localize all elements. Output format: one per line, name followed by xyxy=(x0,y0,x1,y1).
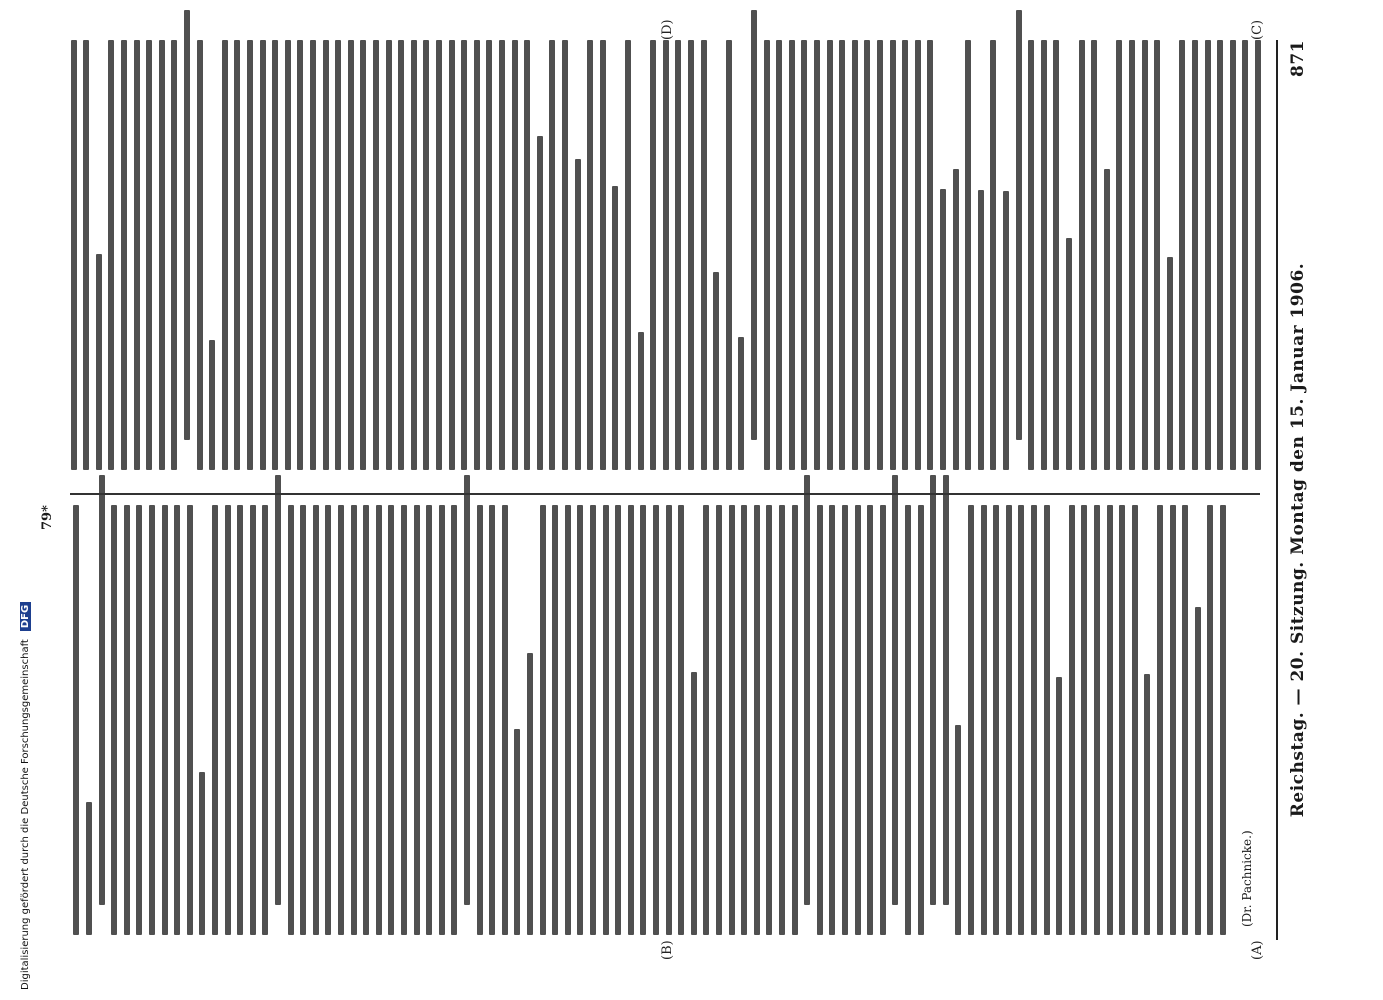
text-line xyxy=(338,505,344,935)
text-line xyxy=(1107,505,1113,935)
text-line xyxy=(678,505,684,935)
text-line xyxy=(577,505,583,935)
text-line xyxy=(464,475,470,905)
text-line xyxy=(927,40,933,470)
text-column-left xyxy=(70,505,1260,935)
text-line xyxy=(1167,257,1173,470)
text-line xyxy=(1044,505,1050,935)
text-line xyxy=(499,40,505,470)
text-line xyxy=(187,505,193,935)
text-line xyxy=(817,505,823,935)
text-line xyxy=(855,505,861,935)
text-line xyxy=(1069,505,1075,935)
text-line xyxy=(134,40,140,470)
text-line xyxy=(212,505,218,935)
text-line xyxy=(159,40,165,470)
header-page-number: 871 xyxy=(1288,40,1308,77)
text-line xyxy=(965,40,971,470)
signature-number: 79* xyxy=(40,505,55,530)
text-line xyxy=(73,505,79,935)
text-line xyxy=(552,505,558,935)
dfg-logo: DFG xyxy=(20,602,31,631)
text-line xyxy=(234,40,240,470)
text-line xyxy=(877,40,883,470)
header-title: Reichstag. — 20. Sitzung. Montag den 15. Januar 1906. xyxy=(1288,262,1308,818)
text-line xyxy=(829,505,835,935)
text-line xyxy=(603,505,609,935)
text-line xyxy=(1094,505,1100,935)
text-line xyxy=(628,505,634,935)
text-line xyxy=(776,40,782,470)
text-line xyxy=(726,40,732,470)
text-line xyxy=(237,505,243,935)
text-line xyxy=(275,475,281,905)
text-line xyxy=(1182,505,1188,935)
text-line xyxy=(335,40,341,470)
digitization-credit xyxy=(20,602,31,990)
text-line xyxy=(612,186,618,470)
text-line xyxy=(262,505,268,935)
text-line xyxy=(562,40,568,470)
text-line xyxy=(940,189,946,470)
text-line xyxy=(1081,505,1087,935)
text-line xyxy=(250,505,256,935)
text-line xyxy=(171,40,177,470)
text-line xyxy=(351,505,357,935)
text-line xyxy=(590,505,596,935)
text-line xyxy=(174,505,180,935)
text-line xyxy=(565,505,571,935)
text-line xyxy=(149,505,155,935)
text-line xyxy=(943,475,949,905)
text-line xyxy=(1129,40,1135,470)
text-line xyxy=(360,40,366,470)
text-line xyxy=(600,40,606,470)
text-line xyxy=(827,40,833,470)
text-line xyxy=(867,505,873,935)
text-column-right xyxy=(70,40,1260,470)
text-line xyxy=(792,505,798,935)
text-line xyxy=(83,40,89,470)
text-line xyxy=(839,40,845,470)
text-line xyxy=(1041,40,1047,470)
text-line xyxy=(789,40,795,470)
text-line xyxy=(1119,505,1125,935)
text-line xyxy=(1195,607,1201,935)
text-line xyxy=(111,505,117,935)
text-line xyxy=(978,190,984,470)
text-line xyxy=(663,40,669,470)
text-line xyxy=(703,505,709,935)
text-line xyxy=(388,505,394,935)
text-line xyxy=(1104,169,1110,470)
text-line xyxy=(1192,40,1198,470)
text-line xyxy=(363,505,369,935)
text-line xyxy=(1242,40,1248,470)
text-line xyxy=(313,505,319,935)
text-line xyxy=(199,772,205,935)
text-line xyxy=(713,272,719,470)
text-line xyxy=(162,505,168,935)
text-line xyxy=(701,40,707,470)
text-line xyxy=(1006,505,1012,935)
text-line xyxy=(1217,40,1223,470)
text-line xyxy=(209,340,215,470)
speaker-note: (Dr. Pachnicke.) xyxy=(1240,830,1254,927)
text-line xyxy=(260,40,266,470)
text-line xyxy=(880,505,886,935)
text-line xyxy=(716,505,722,935)
text-line xyxy=(1170,505,1176,935)
text-line xyxy=(540,505,546,935)
text-line xyxy=(638,332,644,470)
text-line xyxy=(502,505,508,935)
margin-letter-c: (C) xyxy=(1250,19,1265,40)
text-line xyxy=(1220,505,1226,935)
text-line xyxy=(527,653,533,935)
text-line xyxy=(1255,40,1261,470)
text-line xyxy=(968,505,974,935)
text-line xyxy=(285,40,291,470)
text-line xyxy=(449,40,455,470)
margin-letter-d: (D) xyxy=(660,19,675,40)
text-line xyxy=(426,505,432,935)
text-line xyxy=(124,505,130,935)
text-line xyxy=(288,505,294,935)
text-line xyxy=(842,505,848,935)
text-line xyxy=(615,505,621,935)
text-line xyxy=(1154,40,1160,470)
text-line xyxy=(512,40,518,470)
text-line xyxy=(804,475,810,905)
text-line xyxy=(981,505,987,935)
text-line xyxy=(990,40,996,470)
text-line xyxy=(918,505,924,935)
text-line xyxy=(915,40,921,470)
text-line xyxy=(477,505,483,935)
text-line xyxy=(1142,40,1148,470)
text-line xyxy=(401,505,407,935)
text-line xyxy=(373,40,379,470)
text-line xyxy=(184,10,190,440)
text-line xyxy=(1003,191,1009,470)
text-line xyxy=(524,40,530,470)
text-line xyxy=(423,40,429,470)
text-line xyxy=(890,40,896,470)
text-line xyxy=(766,505,772,935)
text-line xyxy=(575,159,581,470)
text-line xyxy=(1079,40,1085,470)
text-line xyxy=(1031,505,1037,935)
text-line xyxy=(310,40,316,470)
text-line xyxy=(1016,10,1022,440)
header-rule xyxy=(1276,40,1278,940)
text-line xyxy=(1132,505,1138,935)
text-line xyxy=(549,40,555,470)
text-line xyxy=(272,40,278,470)
text-line xyxy=(801,40,807,470)
text-line xyxy=(741,505,747,935)
text-line xyxy=(1230,40,1236,470)
text-line xyxy=(1018,505,1024,935)
text-line xyxy=(411,40,417,470)
text-line xyxy=(386,40,392,470)
text-line xyxy=(892,475,898,905)
text-line xyxy=(640,505,646,935)
text-line xyxy=(323,40,329,470)
text-line xyxy=(376,505,382,935)
margin-letter-a: (A) xyxy=(1250,940,1265,960)
text-line xyxy=(738,337,744,470)
text-line xyxy=(146,40,152,470)
text-line xyxy=(993,505,999,935)
text-line xyxy=(1157,505,1163,935)
column-divider xyxy=(70,494,1260,496)
text-line xyxy=(650,40,656,470)
text-line xyxy=(675,40,681,470)
text-line xyxy=(489,505,495,935)
text-line xyxy=(902,40,908,470)
text-line xyxy=(247,40,253,470)
text-line xyxy=(930,475,936,905)
text-line xyxy=(814,40,820,470)
text-line xyxy=(1179,40,1185,470)
text-line xyxy=(1053,40,1059,470)
text-line xyxy=(666,505,672,935)
text-line xyxy=(439,505,445,935)
text-line xyxy=(751,10,757,440)
text-line xyxy=(514,729,520,935)
text-line xyxy=(688,40,694,470)
text-line xyxy=(300,505,306,935)
text-line xyxy=(1144,674,1150,935)
text-line xyxy=(486,40,492,470)
text-line xyxy=(225,505,231,935)
text-line xyxy=(625,40,631,470)
text-line xyxy=(222,40,228,470)
text-line xyxy=(99,475,105,905)
text-line xyxy=(729,505,735,935)
text-line xyxy=(297,40,303,470)
text-line xyxy=(587,40,593,470)
text-line xyxy=(348,40,354,470)
text-line xyxy=(905,505,911,935)
text-line xyxy=(864,40,870,470)
text-line xyxy=(691,672,697,935)
text-line xyxy=(398,40,404,470)
text-line xyxy=(71,40,77,470)
page-header xyxy=(1288,40,1310,940)
text-line xyxy=(852,40,858,470)
text-line xyxy=(1028,40,1034,470)
credit-text: Digitalisierung gefördert durch die Deutsche Forschungsgemeinschaft xyxy=(20,639,31,990)
text-line xyxy=(474,40,480,470)
text-line xyxy=(955,725,961,935)
text-line xyxy=(414,505,420,935)
text-line xyxy=(653,505,659,935)
text-line xyxy=(779,505,785,935)
text-line xyxy=(1066,238,1072,470)
text-line xyxy=(1207,505,1213,935)
text-line xyxy=(197,40,203,470)
text-line xyxy=(121,40,127,470)
text-line xyxy=(764,40,770,470)
margin-letter-b: (B) xyxy=(660,940,675,960)
text-line xyxy=(537,136,543,470)
text-line xyxy=(1205,40,1211,470)
text-line xyxy=(1091,40,1097,470)
text-line xyxy=(96,254,102,470)
text-line xyxy=(436,40,442,470)
text-line xyxy=(136,505,142,935)
text-line xyxy=(86,802,92,935)
text-line xyxy=(1056,677,1062,935)
text-line xyxy=(451,505,457,935)
text-line xyxy=(1116,40,1122,470)
text-line xyxy=(461,40,467,470)
text-line xyxy=(754,505,760,935)
text-line xyxy=(108,40,114,470)
text-line xyxy=(953,169,959,470)
text-line xyxy=(325,505,331,935)
